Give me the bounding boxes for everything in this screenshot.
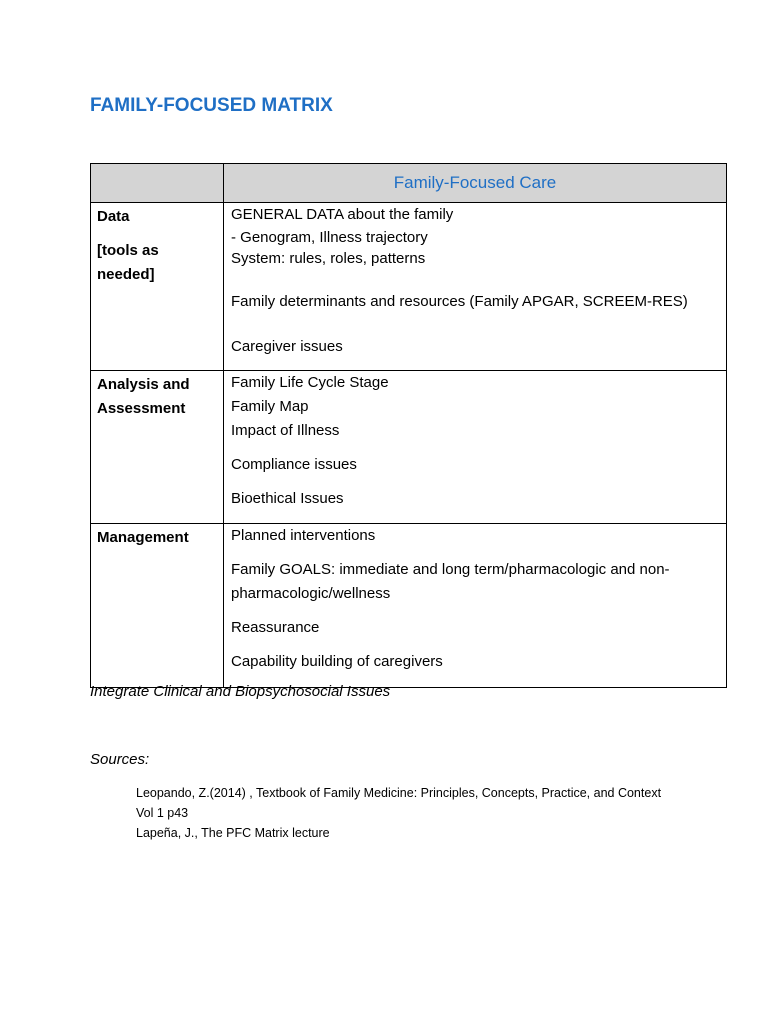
row-label-management — [91, 524, 224, 688]
family-focused-matrix-table — [90, 163, 727, 688]
row-label-analysis — [91, 371, 224, 524]
table-header-row — [91, 164, 727, 203]
content-line: pharmacologic/wellness — [231, 585, 391, 602]
content-line: Compliance issues — [231, 456, 357, 473]
content-line: Caregiver issues — [231, 338, 343, 355]
row-label-line: Management — [97, 529, 189, 546]
content-line: Bioethical Issues — [231, 490, 344, 507]
table-row-data — [91, 203, 727, 371]
content-line: Reassurance — [231, 619, 320, 636]
content-line: Planned interventions — [231, 527, 376, 544]
header-empty-cell — [91, 164, 224, 203]
page-title: FAMILY-FOCUSED MATRIX — [90, 95, 333, 116]
row-label-line: needed] — [97, 266, 155, 283]
table-row-analysis — [91, 371, 727, 524]
content-line: Family GOALS: immediate and long term/pharmacologic and non- — [231, 561, 670, 578]
sources-heading: Sources: — [90, 751, 150, 768]
row-label-line: Assessment — [97, 400, 186, 417]
row-label-line: Data — [97, 208, 130, 225]
row-content-data — [224, 203, 727, 371]
content-line: System: rules, roles, patterns — [231, 250, 426, 267]
row-label-data — [91, 203, 224, 371]
integration-note: Integrate Clinical and Biopsychosocial Issues — [90, 683, 391, 700]
header-family-focused-care: Family-Focused Care — [224, 164, 727, 203]
content-line: Impact of Illness — [231, 422, 340, 439]
source-item: Lapeña, J., The PFC Matrix lecture — [136, 826, 330, 840]
content-line: GENERAL DATA about the family — [231, 206, 454, 223]
content-line: Family determinants and resources (Family APGAR, SCREEM-RES) — [231, 293, 688, 310]
source-item: Vol 1 p43 — [136, 806, 189, 820]
table-row-management — [91, 524, 727, 688]
content-line: Family Map — [231, 398, 309, 415]
row-content-analysis — [224, 371, 727, 524]
content-line: Capability building of caregivers — [231, 653, 443, 670]
source-item: Leopando, Z.(2014) , Textbook of Family Medicine: Principles, Concepts, Practice, and Context — [136, 786, 662, 800]
content-line: - Genogram, Illness trajectory — [231, 229, 428, 246]
row-label-line: Analysis and — [97, 376, 190, 393]
row-content-management — [224, 524, 727, 688]
content-line: Family Life Cycle Stage — [231, 374, 389, 391]
sources-list — [136, 783, 696, 843]
row-label-line: [tools as — [97, 242, 159, 259]
